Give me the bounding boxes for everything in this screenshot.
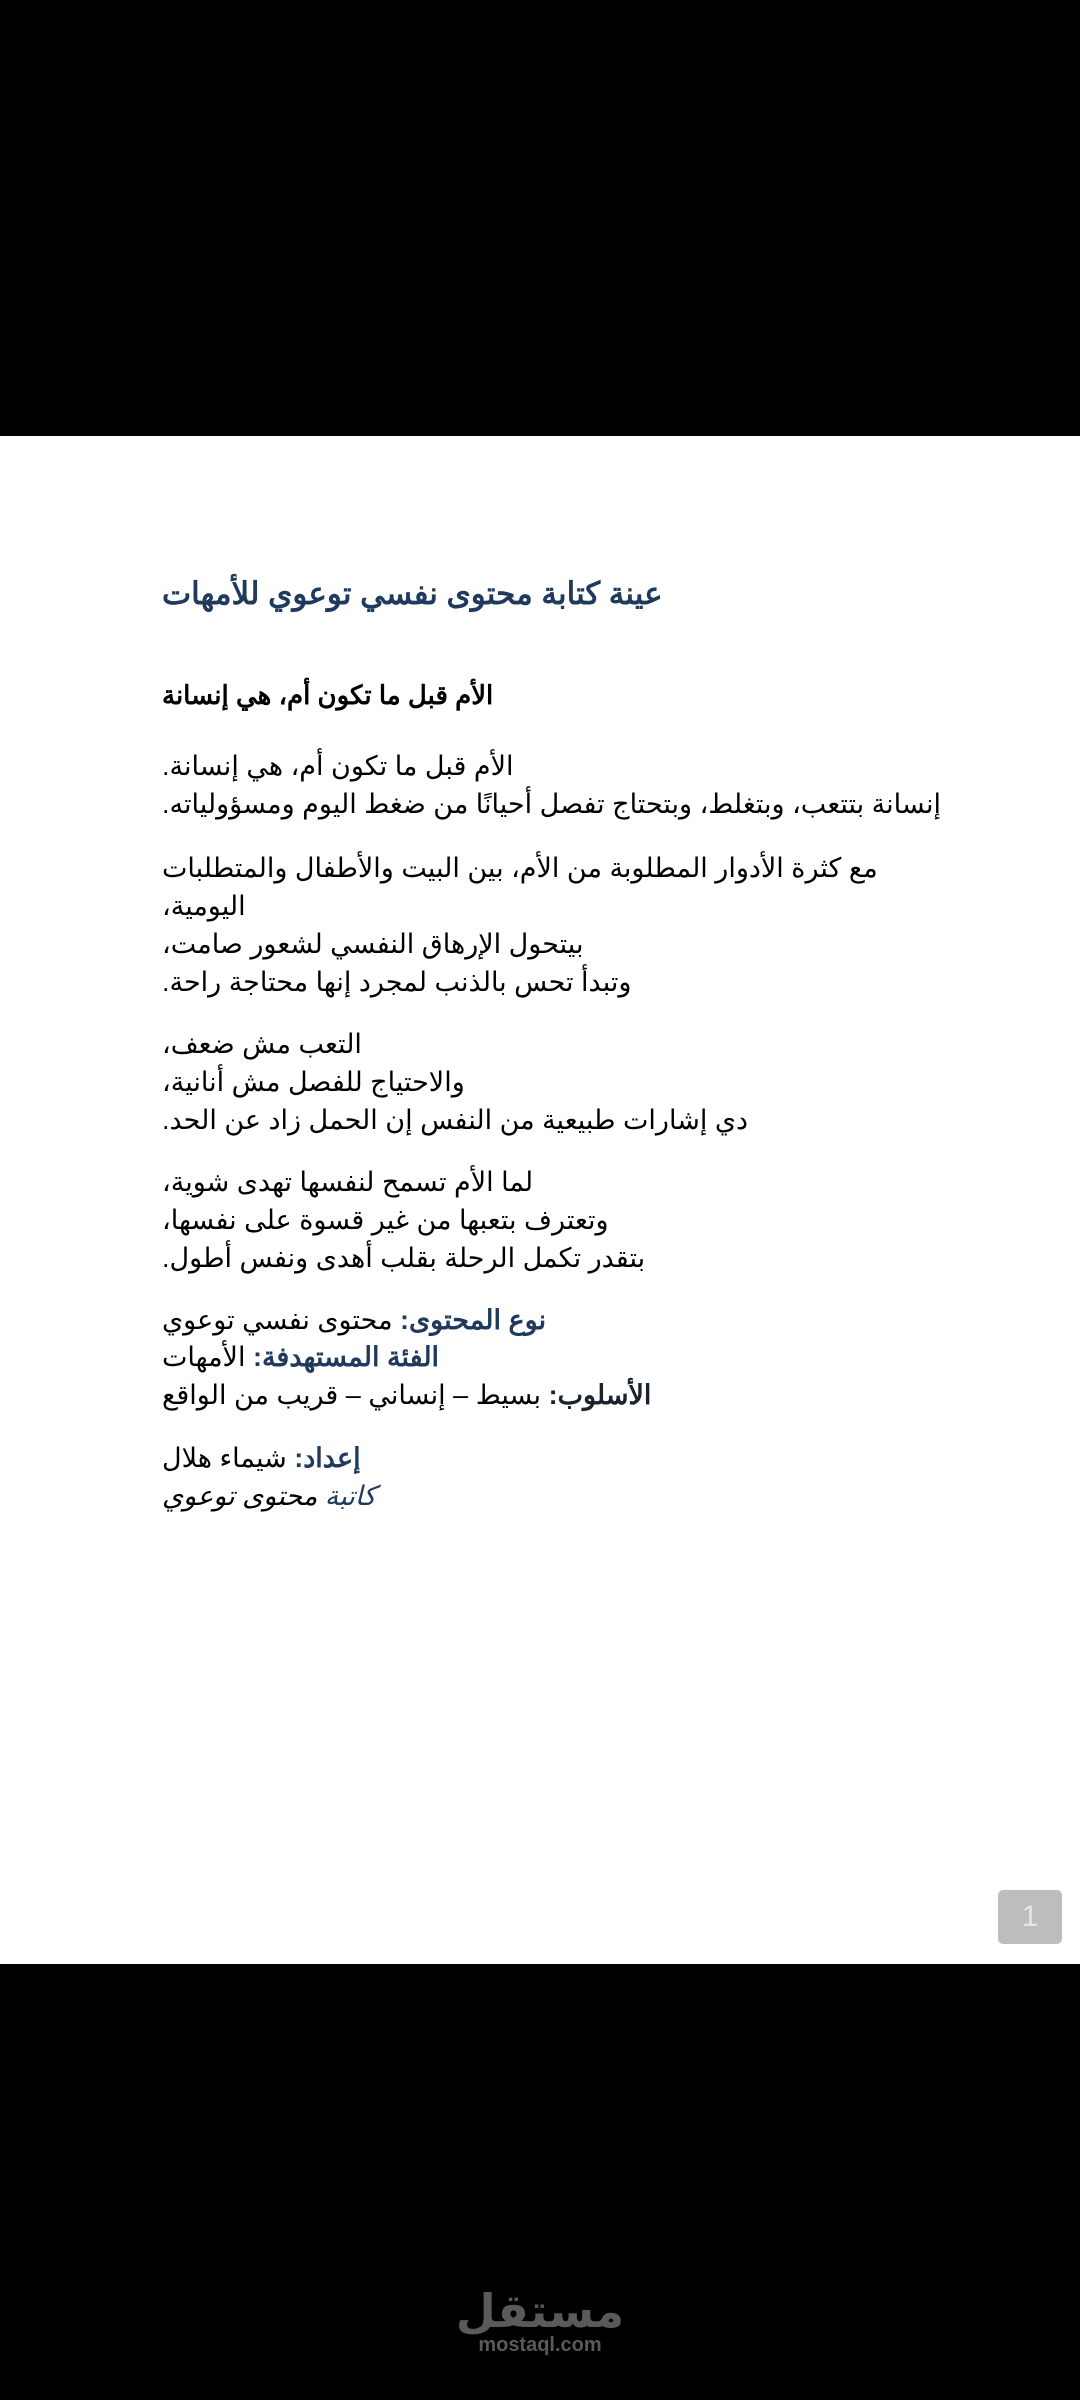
- paragraph-3-line-1: التعب مش ضعف،: [162, 1029, 362, 1059]
- paragraph-2-line-3: بيتحول الإرهاق النفسي لشعور صامت،: [162, 929, 584, 959]
- paragraph-4-line-3: بتقدر تكمل الرحلة بقلب أهدى ونفس أطول.: [162, 1243, 646, 1273]
- meta-audience-value: الأمهات: [162, 1342, 253, 1372]
- logo-arabic-wordmark: مستقل: [455, 2284, 625, 2338]
- meta-content-type: [162, 1301, 546, 1339]
- meta-content-type-label: نوع المحتوى:: [400, 1305, 547, 1335]
- paragraph-1-line-1: الأم قبل ما تكون أم، هي إنسانة.: [162, 751, 514, 781]
- page-number: 1: [1021, 1900, 1039, 1933]
- author-credit: [162, 1439, 361, 1477]
- paragraph-3-line-3: دي إشارات طبيعية من النفس إن الحمل زاد عن الحد.: [162, 1105, 748, 1135]
- paragraph-2-line-2: اليومية،: [162, 891, 246, 921]
- author-role-prefix: كاتبة: [324, 1481, 376, 1511]
- paragraph-3-line-2: والاحتياج للفصل مش أنانية،: [162, 1067, 465, 1097]
- author-label: إعداد:: [294, 1443, 361, 1473]
- top-letterbox: [0, 0, 1080, 436]
- document-subheading: الأم قبل ما تكون أم، هي إنسانة: [162, 680, 494, 710]
- meta-audience: [162, 1338, 439, 1376]
- mostaql-logo: [440, 2284, 640, 2356]
- meta-style: [162, 1376, 651, 1414]
- paragraph-4-line-1: لما الأم تسمح لنفسها تهدى شوية،: [162, 1167, 534, 1197]
- meta-style-label: الأسلوب:: [548, 1380, 652, 1410]
- page-number-badge: [998, 1890, 1062, 1944]
- meta-style-value: بسيط – إنساني – قريب من الواقع: [162, 1380, 549, 1410]
- author-name: شيماء هلال: [162, 1443, 295, 1473]
- paragraph-2-line-1: مع كثرة الأدوار المطلوبة من الأم، بين البيت والأطفال والمتطلبات: [162, 853, 878, 883]
- author-role-rest: محتوى توعوي: [162, 1481, 325, 1511]
- document-title: عينة كتابة محتوى نفسي توعوي للأمهات: [162, 576, 663, 611]
- paragraph-1-line-2: إنسانة بتتعب، وبتغلط، وبتحتاج تفصل أحيانًا من ضغط اليوم ومسؤولياته.: [162, 789, 941, 819]
- paragraph-2-line-4: وتبدأ تحس بالذنب لمجرد إنها محتاجة راحة.: [162, 967, 632, 997]
- meta-content-type-value: محتوى نفسي توعوي: [162, 1305, 401, 1335]
- logo-url: mostaql.com: [478, 2334, 602, 2356]
- paragraph-4-line-2: وتعترف بتعبها من غير قسوة على نفسها،: [162, 1205, 609, 1235]
- author-role: [162, 1477, 376, 1515]
- meta-audience-label: الفئة المستهدفة:: [252, 1342, 440, 1372]
